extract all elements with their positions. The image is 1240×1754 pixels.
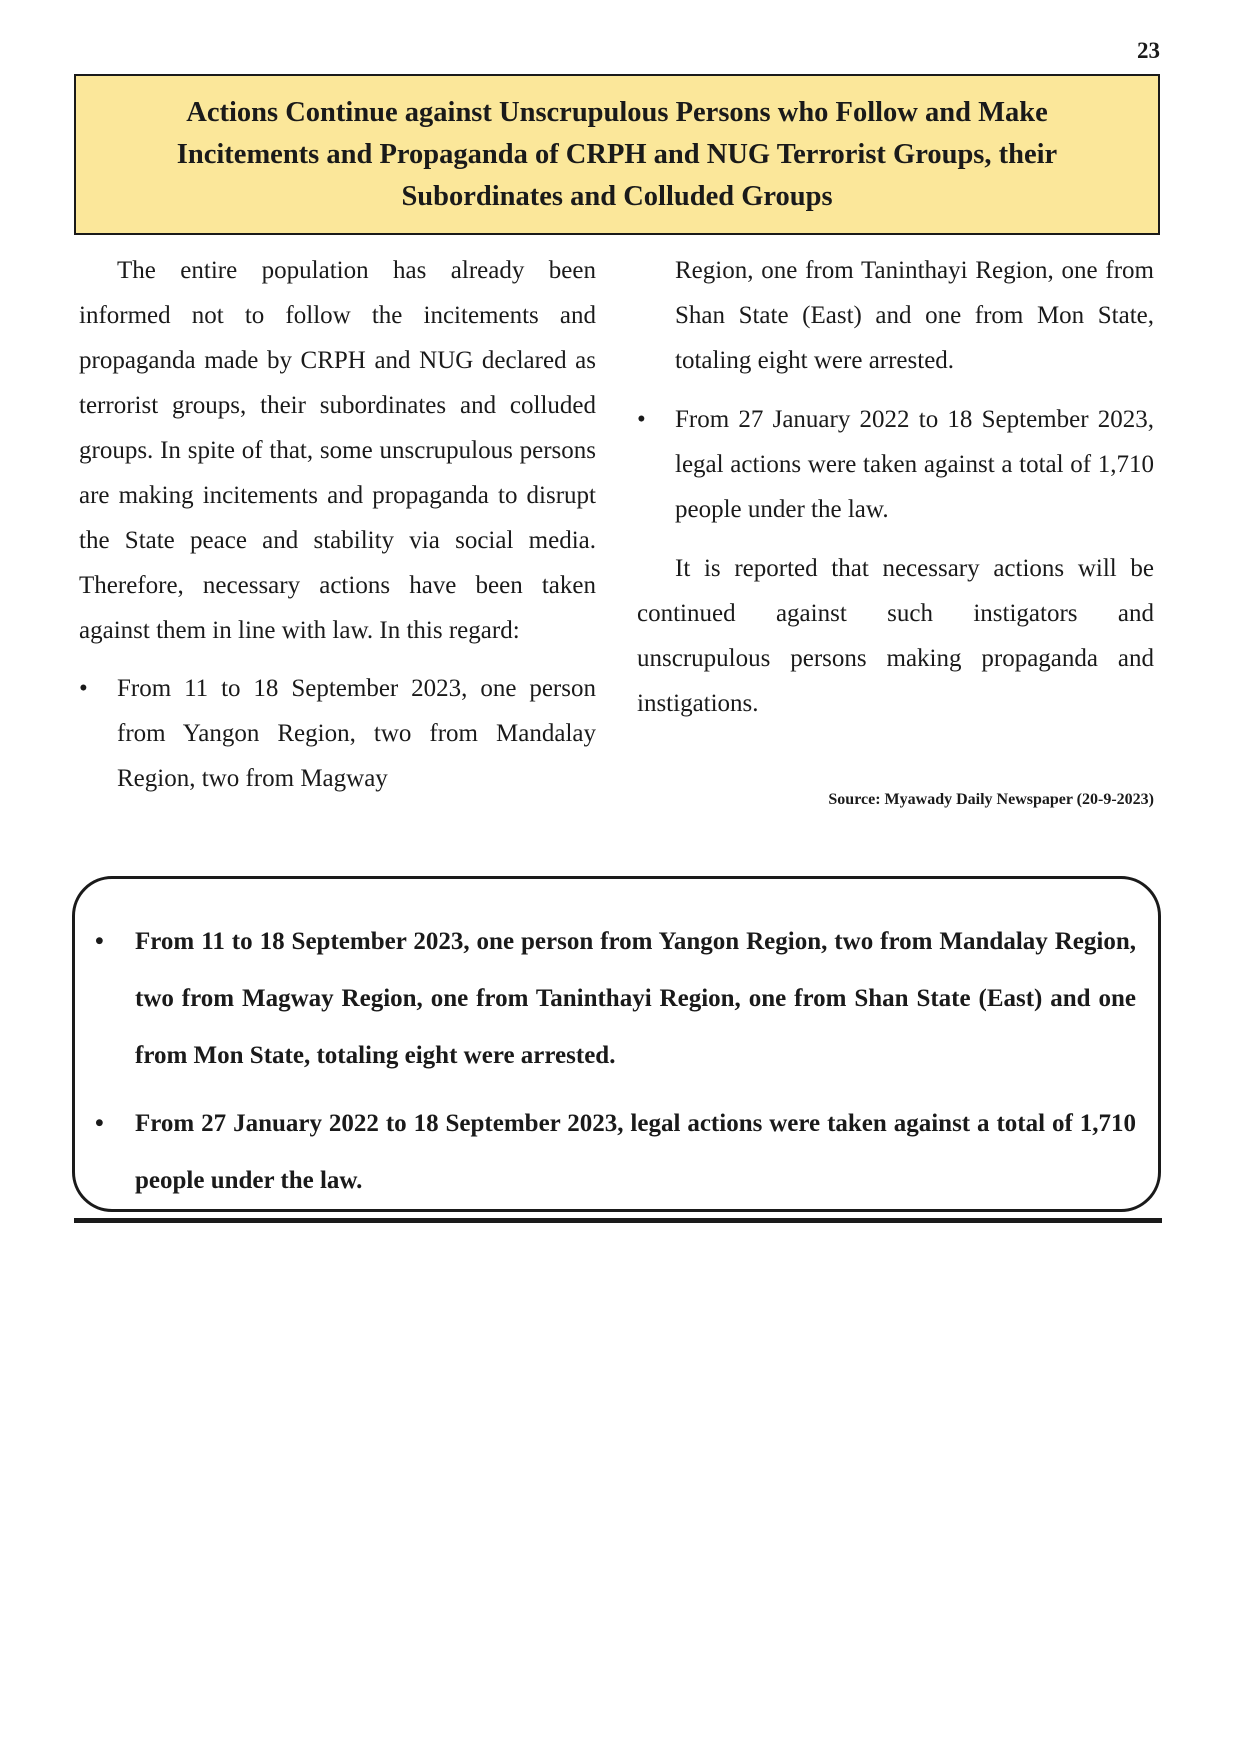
article-title-line-1: Actions Continue against Unscrupulous Persons who Follow and Make bbox=[186, 96, 1048, 128]
bullet-item-legal-actions bbox=[637, 397, 1154, 532]
bullet-text-arrests-end: Region, one from Taninthayi Region, one from Shan State (East) and one from Mon State, totaling eight were arrested. bbox=[675, 257, 1154, 374]
article-title-line-3: Subordinates and Colluded Groups bbox=[401, 180, 833, 212]
horizontal-rule bbox=[74, 1218, 1162, 1223]
right-column bbox=[637, 248, 1154, 810]
bullet-dot-icon: • bbox=[637, 406, 646, 433]
source-credit: Source: Myawady Daily Newspaper (20-9-2023) bbox=[828, 791, 1154, 808]
page-number: 23 bbox=[1137, 38, 1160, 63]
bullet-dot-icon: • bbox=[95, 1110, 104, 1137]
summary-text-arrests: From 11 to 18 September 2023, one person from Yangon Region, two from Mandalay Region, two from Magway Region, one from Taninthayi Region, one from Shan State (East) and one from Mon State, totaling eight were arrested. bbox=[135, 928, 1136, 1069]
summary-highlight-box bbox=[72, 876, 1161, 1212]
article-title-box bbox=[74, 74, 1160, 235]
article-body bbox=[79, 248, 1154, 848]
bullet-dot-icon: • bbox=[95, 928, 104, 955]
bullet-text-arrests-start: From 11 to 18 September 2023, one person from Yangon Region, two from Mandalay Region, two from Magway bbox=[117, 675, 596, 792]
bullet-dot-icon: • bbox=[79, 675, 88, 702]
closing-paragraph: It is reported that necessary actions will be continued against such instigators and unscrupulous persons making propaganda and instigations. bbox=[637, 555, 1154, 717]
summary-item-legal-actions bbox=[95, 1095, 1136, 1209]
bullet-text-legal-actions: From 27 January 2022 to 18 September 2023, legal actions were taken against a total of 1,710 people under the law. bbox=[675, 406, 1154, 523]
summary-text-legal-actions: From 27 January 2022 to 18 September 2023, legal actions were taken against a total of 1,710 people under the law. bbox=[135, 1110, 1136, 1194]
summary-item-arrests bbox=[95, 913, 1136, 1084]
left-column bbox=[79, 248, 596, 801]
bullet-item-arrests bbox=[79, 666, 596, 801]
article-title-line-2: Incitements and Propaganda of CRPH and NUG Terrorist Groups, their bbox=[176, 138, 1058, 170]
intro-paragraph: The entire population has already been informed not to follow the incitements and propaganda made by CRPH and NUG declared as terrorist groups, their subordinates and colluded groups. In spite of that, some unscrupulous persons are making incitements and propaganda to disrupt the State peace and stability via social media. Therefore, necessary actions have been taken against them in line with law. In this regard: bbox=[79, 257, 596, 644]
